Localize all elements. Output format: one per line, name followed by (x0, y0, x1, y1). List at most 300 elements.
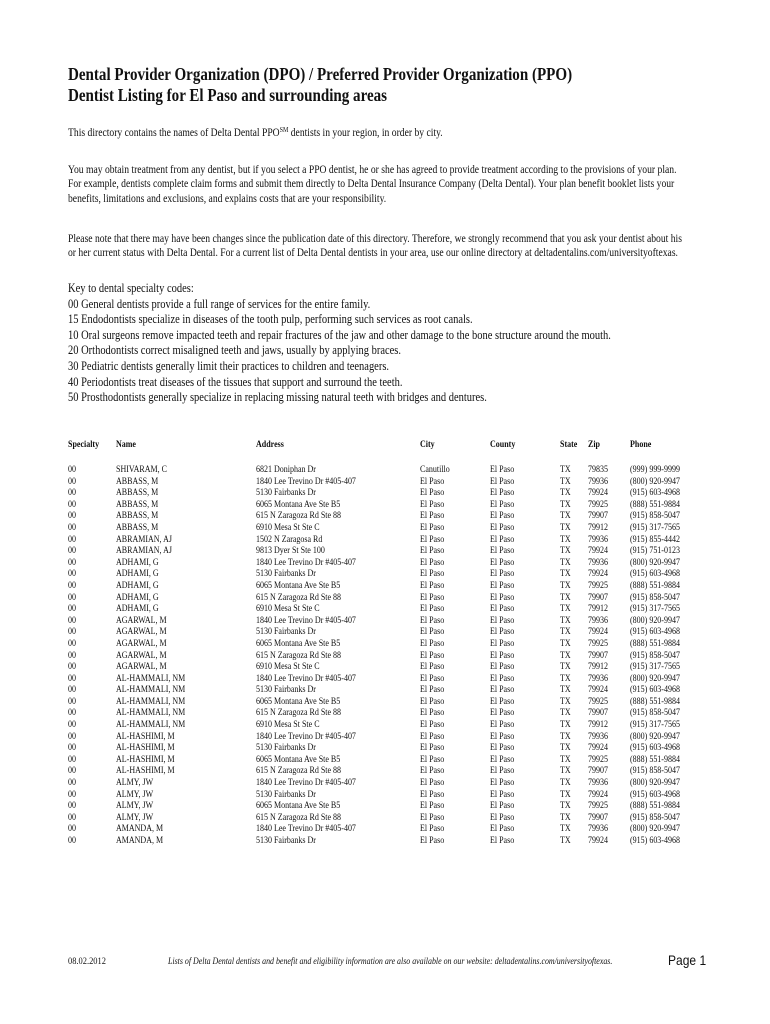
cell-name: AL-HASHIMI, M (116, 754, 175, 765)
table-row (68, 523, 728, 535)
cell-state: TX (560, 754, 571, 765)
cell-zip: 79912 (588, 662, 608, 673)
cell-zip: 79924 (588, 743, 608, 754)
footer-date: 08.02.2012 (68, 956, 106, 967)
cell-name: ADHAMI, G (116, 569, 159, 580)
table-body (68, 465, 728, 848)
cell-specialty: 00 (68, 754, 76, 765)
cell-name: AMANDA, M (116, 824, 164, 835)
cell-address: 1840 Lee Trevino Dr #405-407 (256, 778, 356, 789)
cell-zip: 79925 (588, 801, 608, 812)
table-row (68, 616, 728, 628)
cell-address: 6821 Doniphan Dr (256, 465, 316, 475)
cell-state: TX (560, 638, 571, 649)
paragraph-line: Please note that there may have been changes since the publication date of this directory. Therefore, we strongly recommend that you ask your dentist about his (68, 233, 682, 245)
cell-address: 1840 Lee Trevino Dr #405-407 (256, 615, 356, 626)
cell-city: El Paso (420, 720, 445, 731)
cell-county: El Paso (490, 789, 515, 800)
table-row (68, 511, 728, 523)
cell-address: 1840 Lee Trevino Dr #405-407 (256, 557, 356, 568)
cell-phone: (915) 858-5047 (630, 511, 680, 522)
table-row (68, 477, 728, 489)
cell-address: 5130 Fairbanks Dr (256, 569, 316, 580)
specialty-key-item: 40 Periodontists treat diseases of the tissues that support and surround the teeth. (68, 374, 403, 389)
table-row (68, 801, 728, 813)
cell-county: El Paso (490, 812, 515, 823)
service-mark: SM (279, 126, 289, 134)
cell-county: El Paso (490, 778, 515, 789)
cell-zip: 79924 (588, 488, 608, 499)
table-row (68, 836, 728, 848)
cell-name: ADHAMI, G (116, 592, 159, 603)
specialty-key-item: 20 Orthodontists correct misaligned teeth and jaws, usually by applying braces. (68, 343, 401, 358)
table-row (68, 651, 728, 663)
cell-county: El Paso (490, 708, 515, 719)
cell-address: 5130 Fairbanks Dr (256, 685, 316, 696)
table-row (68, 766, 728, 778)
cell-specialty: 00 (68, 824, 76, 835)
cell-phone: (800) 920-9947 (630, 778, 680, 789)
cell-state: TX (560, 720, 571, 731)
cell-name: ALMY, JW (116, 812, 154, 823)
cell-state: TX (560, 696, 571, 707)
cell-county: El Paso (490, 488, 515, 499)
cell-name: AGARWAL, M (116, 627, 167, 638)
cell-zip: 79924 (588, 789, 608, 800)
cell-state: TX (560, 476, 571, 487)
specialty-key (68, 281, 670, 406)
cell-city: El Paso (420, 824, 445, 835)
cell-zip: 79907 (588, 812, 608, 823)
document-title (68, 64, 636, 106)
cell-zip: 79835 (588, 465, 608, 475)
cell-specialty: 00 (68, 511, 76, 522)
cell-city: El Paso (420, 580, 445, 591)
cell-name: AL-HAMMALI, NM (116, 696, 186, 707)
cell-city: El Paso (420, 569, 445, 580)
cell-phone: (915) 603-4968 (630, 743, 680, 754)
cell-specialty: 00 (68, 743, 76, 754)
cell-name: ALMY, JW (116, 789, 154, 800)
cell-address: 6910 Mesa St Ste C (256, 522, 320, 533)
cell-state: TX (560, 592, 571, 603)
cell-phone: (800) 920-9947 (630, 557, 680, 568)
cell-state: TX (560, 615, 571, 626)
cell-zip: 79936 (588, 534, 608, 545)
cell-specialty: 00 (68, 476, 76, 487)
dentist-listing-table (68, 440, 728, 848)
cell-zip: 79924 (588, 569, 608, 580)
table-row (68, 558, 728, 570)
cell-state: TX (560, 685, 571, 696)
cell-zip: 79912 (588, 720, 608, 731)
cell-city: Canutillo (420, 465, 450, 475)
header-state: State (560, 440, 578, 450)
cell-phone: (915) 603-4968 (630, 488, 680, 499)
cell-state: TX (560, 708, 571, 719)
cell-city: El Paso (420, 662, 445, 673)
cell-specialty: 00 (68, 673, 76, 684)
header-phone: Phone (630, 440, 652, 450)
cell-phone: (915) 858-5047 (630, 708, 680, 719)
cell-specialty: 00 (68, 522, 76, 533)
specialty-key-item: 30 Pediatric dentists generally limit their practices to children and teenagers. (68, 358, 390, 373)
cell-specialty: 00 (68, 720, 76, 731)
cell-phone: (888) 551-9884 (630, 801, 680, 812)
cell-phone: (915) 603-4968 (630, 789, 680, 800)
paragraph-line: For example, dentists complete claim forms and submit them directly to Delta Dental Insurance Company (Delta Dental). Your plan benefit booklet lists your (68, 178, 675, 191)
cell-city: El Paso (420, 511, 445, 522)
cell-specialty: 00 (68, 662, 76, 673)
table-row (68, 627, 728, 639)
cell-zip: 79924 (588, 627, 608, 638)
table-row (68, 674, 728, 686)
table-row (68, 593, 728, 605)
cell-address: 6065 Montana Ave Ste B5 (256, 580, 341, 591)
cell-name: AL-HASHIMI, M (116, 731, 175, 742)
cell-state: TX (560, 650, 571, 661)
cell-name: AGARWAL, M (116, 662, 167, 673)
specialty-key-heading: Key to dental specialty codes: (68, 281, 194, 295)
cell-address: 1840 Lee Trevino Dr #405-407 (256, 476, 356, 487)
table-row (68, 662, 728, 674)
cell-phone: (915) 317-7565 (630, 720, 680, 731)
cell-county: El Paso (490, 569, 515, 580)
cell-phone: (915) 603-4968 (630, 685, 680, 696)
table-row (68, 755, 728, 767)
cell-name: ADHAMI, G (116, 580, 159, 591)
table-row (68, 743, 728, 755)
cell-address: 1840 Lee Trevino Dr #405-407 (256, 824, 356, 835)
cell-name: AGARWAL, M (116, 650, 167, 661)
title-line-1: Dental Provider Organization (DPO) / Preferred Provider Organization (PPO) (68, 64, 573, 84)
cell-county: El Paso (490, 604, 515, 615)
cell-address: 5130 Fairbanks Dr (256, 789, 316, 800)
cell-specialty: 00 (68, 615, 76, 626)
cell-name: ALMY, JW (116, 778, 154, 789)
cell-city: El Paso (420, 546, 445, 557)
table-row (68, 697, 728, 709)
cell-zip: 79925 (588, 638, 608, 649)
specialty-key-item: 15 Endodontists specialize in diseases of the tooth pulp, performing such services as root canals. (68, 312, 473, 327)
cell-name: ABBASS, M (116, 499, 159, 510)
cell-address: 6065 Montana Ave Ste B5 (256, 499, 341, 510)
cell-specialty: 00 (68, 499, 76, 510)
table-row (68, 535, 728, 547)
cell-name: AMANDA, M (116, 836, 164, 846)
cell-name: AL-HASHIMI, M (116, 766, 175, 777)
cell-state: TX (560, 662, 571, 673)
cell-specialty: 00 (68, 696, 76, 707)
cell-zip: 79907 (588, 592, 608, 603)
cell-address: 615 N Zaragoza Rd Ste 88 (256, 511, 342, 522)
note-paragraph (68, 232, 682, 261)
cell-state: TX (560, 580, 571, 591)
intro-text: This directory contains the names of Delta Dental PPO (68, 127, 280, 139)
cell-county: El Paso (490, 511, 515, 522)
header-city: City (420, 440, 435, 450)
cell-specialty: 00 (68, 731, 76, 742)
cell-name: AL-HAMMALI, NM (116, 720, 186, 731)
cell-zip: 79907 (588, 650, 608, 661)
table-row (68, 569, 728, 581)
cell-specialty: 00 (68, 801, 76, 812)
cell-city: El Paso (420, 696, 445, 707)
page-footer (68, 952, 718, 972)
cell-county: El Paso (490, 720, 515, 731)
cell-name: SHIVARAM, C (116, 465, 167, 475)
cell-name: ABBASS, M (116, 511, 159, 522)
cell-city: El Paso (420, 789, 445, 800)
cell-state: TX (560, 511, 571, 522)
cell-phone: (888) 551-9884 (630, 499, 680, 510)
cell-name: ABBASS, M (116, 488, 159, 499)
cell-name: AGARWAL, M (116, 638, 167, 649)
cell-state: TX (560, 743, 571, 754)
cell-address: 615 N Zaragoza Rd Ste 88 (256, 766, 342, 777)
cell-name: ADHAMI, G (116, 557, 159, 568)
cell-zip: 79924 (588, 685, 608, 696)
cell-county: El Paso (490, 685, 515, 696)
cell-phone: (888) 551-9884 (630, 638, 680, 649)
cell-specialty: 00 (68, 580, 76, 591)
cell-phone: (915) 603-4968 (630, 836, 680, 846)
cell-state: TX (560, 534, 571, 545)
cell-phone: (915) 603-4968 (630, 569, 680, 580)
cell-county: El Paso (490, 592, 515, 603)
cell-county: El Paso (490, 662, 515, 673)
table-row (68, 732, 728, 744)
cell-name: ALMY, JW (116, 801, 154, 812)
cell-zip: 79924 (588, 836, 608, 846)
cell-county: El Paso (490, 465, 515, 475)
cell-phone: (800) 920-9947 (630, 615, 680, 626)
cell-address: 1840 Lee Trevino Dr #405-407 (256, 731, 356, 742)
header-name: Name (116, 440, 136, 450)
header-specialty: Specialty (68, 440, 100, 450)
cell-name: ADHAMI, G (116, 604, 159, 615)
cell-county: El Paso (490, 824, 515, 835)
cell-phone: (915) 317-7565 (630, 604, 680, 615)
cell-specialty: 00 (68, 789, 76, 800)
cell-county: El Paso (490, 731, 515, 742)
table-row (68, 813, 728, 825)
cell-specialty: 00 (68, 604, 76, 615)
cell-county: El Paso (490, 673, 515, 684)
cell-city: El Paso (420, 557, 445, 568)
cell-specialty: 00 (68, 592, 76, 603)
cell-city: El Paso (420, 522, 445, 533)
header-address: Address (256, 440, 284, 450)
cell-zip: 79912 (588, 604, 608, 615)
cell-name: ABRAMIAN, AJ (116, 546, 172, 557)
cell-zip: 79925 (588, 580, 608, 591)
table-row (68, 581, 728, 593)
cell-county: El Paso (490, 476, 515, 487)
cell-zip: 79936 (588, 673, 608, 684)
cell-zip: 79936 (588, 824, 608, 835)
cell-city: El Paso (420, 499, 445, 510)
cell-state: TX (560, 604, 571, 615)
cell-county: El Paso (490, 650, 515, 661)
cell-state: TX (560, 522, 571, 533)
cell-zip: 79925 (588, 754, 608, 765)
cell-county: El Paso (490, 836, 515, 846)
cell-zip: 79936 (588, 778, 608, 789)
cell-zip: 79936 (588, 731, 608, 742)
cell-city: El Paso (420, 754, 445, 765)
cell-state: TX (560, 778, 571, 789)
cell-county: El Paso (490, 546, 515, 557)
cell-specialty: 00 (68, 534, 76, 545)
cell-address: 5130 Fairbanks Dr (256, 488, 316, 499)
paragraph-line: benefits, limitations and exclusions, and explains costs that are your responsibility. (68, 192, 387, 205)
cell-county: El Paso (490, 580, 515, 591)
header-county: County (490, 440, 516, 450)
cell-city: El Paso (420, 731, 445, 742)
table-header-row (68, 440, 728, 454)
table-row (68, 685, 728, 697)
cell-city: El Paso (420, 604, 445, 615)
cell-city: El Paso (420, 743, 445, 754)
cell-county: El Paso (490, 499, 515, 510)
cell-zip: 79925 (588, 696, 608, 707)
cell-state: TX (560, 488, 571, 499)
cell-phone: (800) 920-9947 (630, 824, 680, 835)
specialty-key-item: 10 Oral surgeons remove impacted teeth and repair fractures of the jaw and other damage to the bone structure around the mouth. (68, 327, 611, 342)
table-row (68, 778, 728, 790)
cell-name: AL-HAMMALI, NM (116, 708, 186, 719)
cell-state: TX (560, 557, 571, 568)
cell-phone: (800) 920-9947 (630, 476, 680, 487)
cell-state: TX (560, 673, 571, 684)
cell-phone: (915) 317-7565 (630, 522, 680, 533)
page-number: Page 1 (668, 952, 707, 968)
cell-address: 615 N Zaragoza Rd Ste 88 (256, 708, 342, 719)
cell-address: 6065 Montana Ave Ste B5 (256, 801, 341, 812)
cell-state: TX (560, 824, 571, 835)
cell-state: TX (560, 731, 571, 742)
cell-county: El Paso (490, 627, 515, 638)
cell-city: El Paso (420, 627, 445, 638)
header-zip: Zip (588, 440, 601, 450)
cell-address: 5130 Fairbanks Dr (256, 836, 316, 846)
intro-paragraph (68, 126, 670, 140)
cell-address: 6910 Mesa St Ste C (256, 662, 320, 673)
cell-city: El Paso (420, 778, 445, 789)
cell-county: El Paso (490, 766, 515, 777)
cell-county: El Paso (490, 743, 515, 754)
table-row (68, 720, 728, 732)
title-line-2: Dentist Listing for El Paso and surrounding areas (68, 85, 388, 105)
cell-county: El Paso (490, 754, 515, 765)
cell-county: El Paso (490, 638, 515, 649)
cell-city: El Paso (420, 801, 445, 812)
cell-phone: (915) 858-5047 (630, 592, 680, 603)
cell-specialty: 00 (68, 627, 76, 638)
cell-city: El Paso (420, 673, 445, 684)
cell-name: ABBASS, M (116, 522, 159, 533)
cell-zip: 79924 (588, 546, 608, 557)
cell-specialty: 00 (68, 812, 76, 823)
paragraph-line: or her current status with Delta Dental. For a current list of Delta Dental dentists in your area, use our online directory at deltadentalins.com/universityoftexas. (68, 247, 678, 260)
footer-note: Lists of Delta Dental dentists and benefit and eligibility information are also available on our website: deltadentalins.com/universityoftexas. (168, 956, 613, 966)
table-row (68, 546, 728, 558)
cell-phone: (999) 999-9999 (630, 465, 680, 475)
cell-zip: 79907 (588, 511, 608, 522)
cell-address: 615 N Zaragoza Rd Ste 88 (256, 592, 342, 603)
cell-city: El Paso (420, 534, 445, 545)
cell-state: TX (560, 569, 571, 580)
cell-county: El Paso (490, 557, 515, 568)
cell-zip: 79936 (588, 557, 608, 568)
cell-city: El Paso (420, 476, 445, 487)
cell-name: AL-HASHIMI, M (116, 743, 175, 754)
cell-phone: (800) 920-9947 (630, 731, 680, 742)
table-row (68, 500, 728, 512)
cell-address: 6065 Montana Ave Ste B5 (256, 638, 341, 649)
cell-phone: (915) 317-7565 (630, 662, 680, 673)
table-row (68, 465, 728, 477)
cell-specialty: 00 (68, 465, 76, 475)
cell-name: AL-HAMMALI, NM (116, 685, 186, 696)
cell-phone: (888) 551-9884 (630, 580, 680, 591)
cell-address: 1840 Lee Trevino Dr #405-407 (256, 673, 356, 684)
cell-state: TX (560, 499, 571, 510)
cell-city: El Paso (420, 766, 445, 777)
cell-zip: 79912 (588, 522, 608, 533)
cell-specialty: 00 (68, 488, 76, 499)
intro-text-end: dentists in your region, in order by city. (288, 127, 443, 139)
cell-address: 6910 Mesa St Ste C (256, 604, 320, 615)
cell-county: El Paso (490, 801, 515, 812)
cell-city: El Paso (420, 685, 445, 696)
cell-city: El Paso (420, 836, 445, 846)
cell-county: El Paso (490, 696, 515, 707)
cell-address: 5130 Fairbanks Dr (256, 743, 316, 754)
cell-phone: (915) 855-4442 (630, 534, 680, 545)
cell-zip: 79936 (588, 476, 608, 487)
treatment-paragraph (68, 163, 677, 206)
table-row (68, 708, 728, 720)
cell-name: ABRAMIAN, AJ (116, 534, 172, 545)
cell-phone: (888) 551-9884 (630, 696, 680, 707)
cell-name: AL-HAMMALI, NM (116, 673, 186, 684)
cell-address: 615 N Zaragoza Rd Ste 88 (256, 812, 342, 823)
cell-county: El Paso (490, 615, 515, 626)
cell-specialty: 00 (68, 778, 76, 789)
table-row (68, 488, 728, 500)
cell-state: TX (560, 627, 571, 638)
cell-phone: (915) 603-4968 (630, 627, 680, 638)
cell-address: 6910 Mesa St Ste C (256, 720, 320, 731)
cell-phone: (915) 751-0123 (630, 546, 680, 557)
cell-phone: (915) 858-5047 (630, 650, 680, 661)
cell-state: TX (560, 546, 571, 557)
cell-phone: (800) 920-9947 (630, 673, 680, 684)
table-row (68, 824, 728, 836)
cell-city: El Paso (420, 812, 445, 823)
cell-address: 1502 N Zaragosa Rd (256, 534, 323, 545)
cell-address: 9813 Dyer St Ste 100 (256, 546, 325, 557)
cell-phone: (915) 858-5047 (630, 812, 680, 823)
cell-county: El Paso (490, 534, 515, 545)
cell-state: TX (560, 801, 571, 812)
cell-state: TX (560, 789, 571, 800)
cell-phone: (888) 551-9884 (630, 754, 680, 765)
cell-specialty: 00 (68, 650, 76, 661)
cell-specialty: 00 (68, 708, 76, 719)
